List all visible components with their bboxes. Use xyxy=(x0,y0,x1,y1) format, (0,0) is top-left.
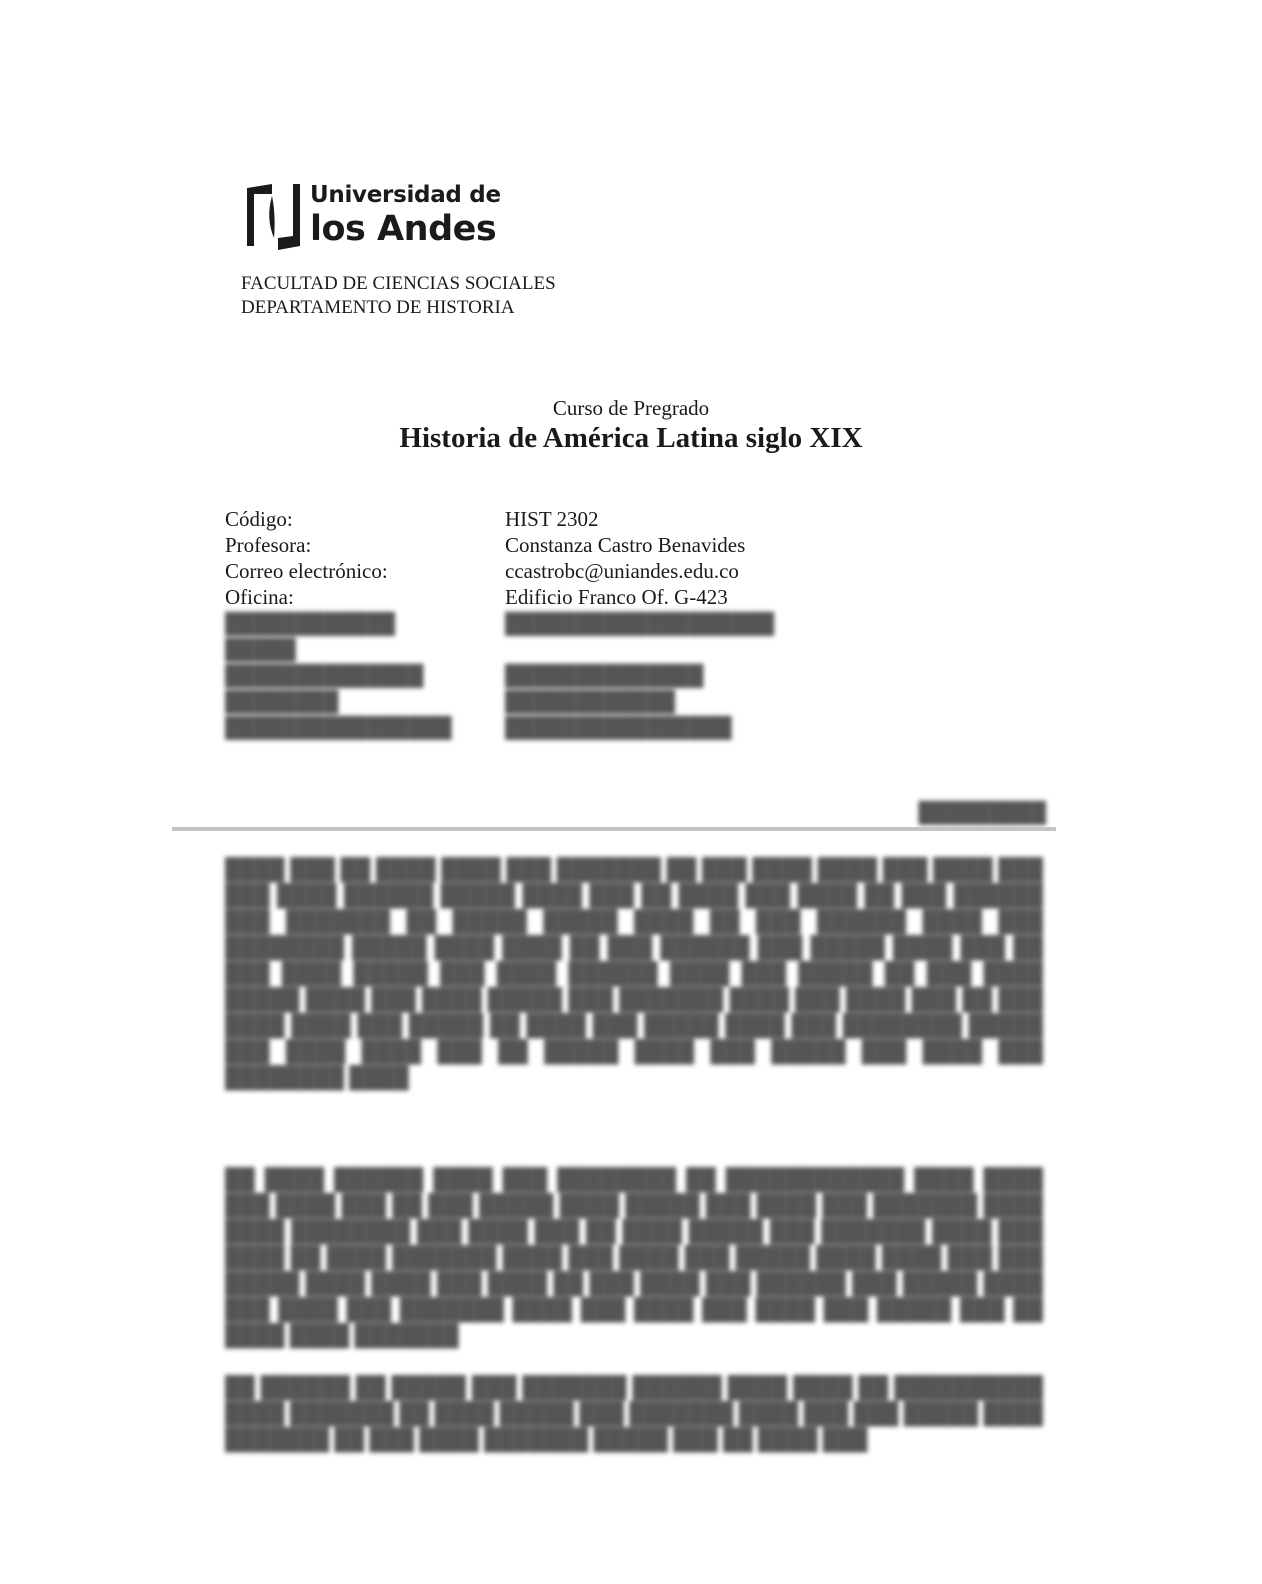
section-divider xyxy=(172,827,1056,831)
course-info xyxy=(225,506,746,609)
code-label: Código: xyxy=(225,507,293,531)
info-row-email xyxy=(225,558,745,584)
email-label: Correo electrónico: xyxy=(225,559,388,583)
office-value: Edificio Franco Of. G-423 xyxy=(505,585,728,609)
email-value: ccastrobc@uniandes.edu.co xyxy=(505,559,739,583)
logo-emblem-icon xyxy=(244,180,302,252)
department-name: DEPARTAMENTO DE HISTORIA xyxy=(241,297,515,318)
section-heading-blurred: █████████ xyxy=(918,802,1046,824)
info-row-professor xyxy=(225,532,745,558)
paragraph-blurred-1: ████ ███ ██ ████ ████ ███ ███████ ██ ███ ████ ████ ███ ████ ███ ███ ████ ██████ █████ ████ ███ ██ ████ ███ ████ ██ ███ ██████ ███ ███████ ██ █████ █████ ████ ██ ███ ██████ ████ ███ ████████ █████ ████ ████ ██ ███ ██████ ███ █████ ████ ███ ██ ███ ████ █████ ███ ████ ██████ ████ ███ █████ ██ ███ ████ █████ ████ ███ ████ █████ ███ ███████ ████ ███ ████ ███ ██ ███ ████ ████ ███ █████ ██ ████ ███ █████ ████ ███ ████████ █████ ███ ████ ████ ███ ██ █████ ████ ███ █████ ███ ████ ███ ████████ ████ xyxy=(225,857,1043,1089)
logo-line-1: Universidad de xyxy=(310,182,501,208)
course-type: Curso de Pregrado xyxy=(552,396,710,420)
professor-label: Profesora: xyxy=(225,533,312,557)
professor-value: Constanza Castro Benavides xyxy=(505,533,746,557)
faculty-name: FACULTAD DE CIENCIAS SOCIALES xyxy=(241,273,556,294)
paragraph-blurred-2: ██ ████ ██████ ████ ███ ████████ ██ ████████████ ████ ████ ███ ████ ███ ██ ███ █████ ████ █████ ███ ████ ███ ███████ ████ ████ ████████ ███ ████ ███ ██ ████ █████ ███ ███████ ████ ███ ████ ██ ████ ███████ ████ ███ ████ ███ █████ ████ ████ ███ ███ █████ ████ ████ ███ ████ ██ ███ ████ ███ ██████ ███ █████ ████ ███ ████ ███ ███████ ████ ███ ████ ███ ████ ███ █████ ███ ██ ████ ████ ███████ xyxy=(225,1167,1043,1347)
info-row-code xyxy=(225,506,745,532)
blurred-info-block: ████████████ ███████████████████ █████ ██████████████ ██████████████ ████████ ████████████ ████████████████ ████████████████ xyxy=(225,613,775,739)
paragraph-blurred-3: ██ ██████ ██ █████ ███ ███████ ██████ ████ ████ ██ ██████████ ████ ███████ ██ ████ █████ ███ ███████ ████ ███ ███ █████ ████ ███████ ██ ███ ████ ███████ █████ ███ ██ ████ ███ xyxy=(225,1375,1043,1451)
university-logo xyxy=(244,180,501,254)
logo-line-2: los Andes xyxy=(310,209,497,249)
code-value: HIST 2302 xyxy=(505,507,599,531)
office-label: Oficina: xyxy=(225,585,294,609)
info-row-office xyxy=(225,584,745,609)
course-title: Historia de América Latina siglo XIX xyxy=(399,422,863,454)
